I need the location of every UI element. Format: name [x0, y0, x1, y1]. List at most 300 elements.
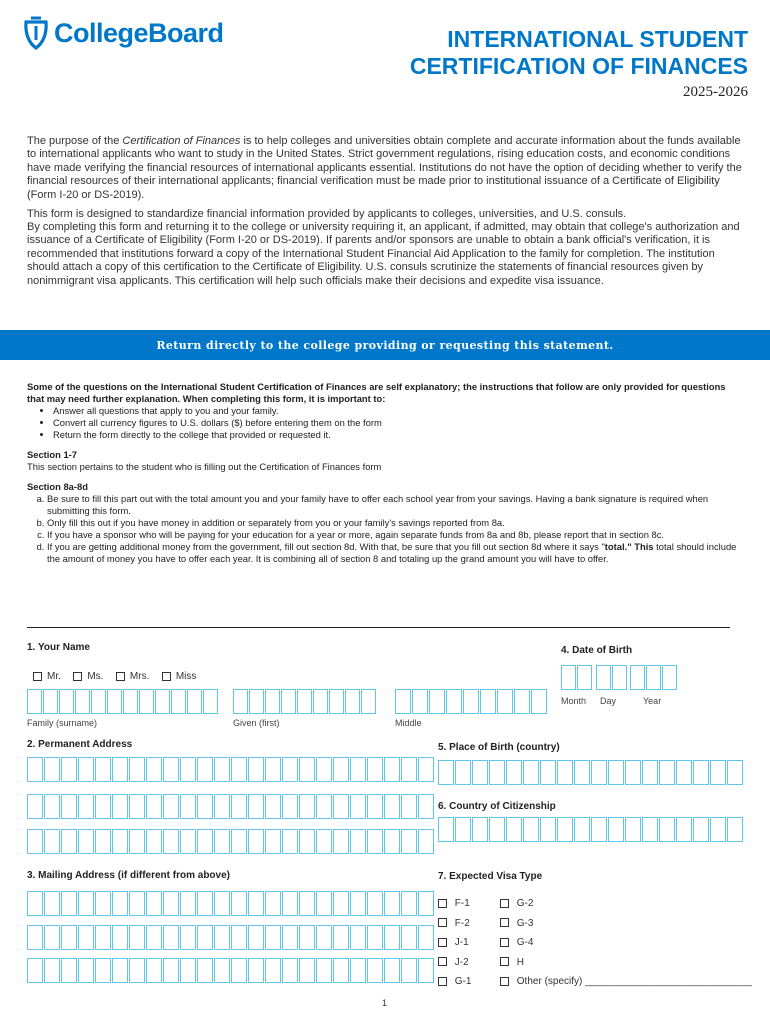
char-box[interactable] — [608, 817, 624, 842]
char-box[interactable] — [297, 689, 312, 714]
char-box[interactable] — [129, 757, 145, 782]
char-box[interactable] — [384, 958, 400, 983]
char-box[interactable] — [333, 794, 349, 819]
char-box[interactable] — [44, 794, 60, 819]
char-box[interactable] — [231, 829, 247, 854]
checkbox-icon — [438, 977, 447, 986]
char-box[interactable] — [265, 891, 281, 916]
char-box[interactable] — [350, 925, 366, 950]
char-box[interactable] — [350, 958, 366, 983]
title-option-ms[interactable]: Ms. — [73, 671, 103, 682]
visa-option[interactable]: J-1 — [438, 933, 471, 953]
char-box[interactable] — [265, 829, 281, 854]
char-box[interactable] — [472, 760, 488, 785]
checkbox-icon — [116, 672, 125, 681]
char-box[interactable] — [95, 757, 111, 782]
char-box[interactable] — [299, 958, 315, 983]
instructions-bullets — [27, 405, 742, 441]
dob-month-field[interactable] — [561, 665, 593, 690]
char-box[interactable] — [350, 829, 366, 854]
char-box[interactable] — [596, 665, 611, 690]
char-box[interactable] — [316, 891, 332, 916]
char-box[interactable] — [676, 760, 692, 785]
char-box[interactable] — [248, 925, 264, 950]
char-box[interactable] — [384, 829, 400, 854]
char-box[interactable] — [455, 760, 471, 785]
char-box[interactable] — [693, 817, 709, 842]
char-box[interactable] — [187, 689, 202, 714]
section-8-title — [27, 481, 742, 493]
char-box[interactable] — [197, 958, 213, 983]
q1-label: 1. Your Name — [27, 642, 90, 653]
dob-year-field[interactable] — [630, 665, 678, 690]
char-box[interactable] — [155, 689, 170, 714]
char-box[interactable] — [367, 794, 383, 819]
char-box[interactable] — [163, 794, 179, 819]
char-box[interactable] — [214, 757, 230, 782]
char-box[interactable] — [43, 689, 58, 714]
char-box[interactable] — [395, 689, 411, 714]
checkbox-icon — [500, 977, 509, 986]
char-box[interactable] — [146, 925, 162, 950]
char-box[interactable] — [329, 689, 344, 714]
q3-label: 3. Mailing Address (if different from above) — [27, 870, 230, 881]
char-box[interactable] — [163, 891, 179, 916]
char-box[interactable] — [27, 794, 43, 819]
char-box[interactable] — [282, 891, 298, 916]
char-box[interactable] — [316, 829, 332, 854]
char-box[interactable] — [249, 689, 264, 714]
char-box[interactable] — [591, 760, 607, 785]
char-box[interactable] — [540, 760, 556, 785]
char-box[interactable] — [95, 794, 111, 819]
char-box[interactable] — [61, 958, 77, 983]
char-box[interactable] — [384, 794, 400, 819]
mailing-address-line-1[interactable] — [27, 891, 435, 916]
char-box[interactable] — [710, 817, 726, 842]
checkbox-icon — [33, 672, 42, 681]
checkbox-icon — [162, 672, 171, 681]
char-box[interactable] — [214, 958, 230, 983]
char-box[interactable] — [472, 817, 488, 842]
char-box[interactable] — [514, 689, 530, 714]
char-box[interactable] — [282, 794, 298, 819]
char-box[interactable] — [418, 891, 434, 916]
char-box[interactable] — [95, 891, 111, 916]
char-box[interactable] — [146, 829, 162, 854]
char-box[interactable] — [112, 757, 128, 782]
char-box[interactable] — [418, 958, 434, 983]
char-box[interactable] — [316, 794, 332, 819]
char-box[interactable] — [112, 925, 128, 950]
checkbox-icon — [500, 957, 509, 966]
char-box[interactable] — [265, 958, 281, 983]
checkbox-icon — [500, 899, 509, 908]
char-box[interactable] — [489, 817, 505, 842]
char-box[interactable] — [282, 958, 298, 983]
instructions-block — [27, 381, 742, 565]
char-box[interactable] — [401, 958, 417, 983]
char-box[interactable] — [123, 689, 138, 714]
dob-day-field[interactable] — [596, 665, 628, 690]
char-box[interactable] — [418, 829, 434, 854]
q6-label: 6. Country of Citizenship — [438, 801, 556, 812]
char-box[interactable] — [163, 757, 179, 782]
collegeboard-logo — [22, 16, 224, 50]
char-box[interactable] — [630, 665, 645, 690]
visa-option[interactable]: G-3 — [500, 914, 752, 934]
mailing-address-line-3[interactable] — [27, 958, 435, 983]
char-box[interactable] — [333, 891, 349, 916]
char-box[interactable] — [591, 817, 607, 842]
char-box[interactable] — [27, 891, 43, 916]
char-box[interactable] — [506, 817, 522, 842]
char-box[interactable] — [78, 891, 94, 916]
char-box[interactable] — [95, 958, 111, 983]
divider — [27, 627, 730, 628]
char-box[interactable] — [577, 665, 592, 690]
char-box[interactable] — [139, 689, 154, 714]
char-box[interactable] — [231, 958, 247, 983]
page-number: 1 — [382, 998, 388, 1008]
permanent-address-line-3[interactable] — [27, 829, 435, 854]
char-box[interactable] — [429, 689, 445, 714]
char-box[interactable] — [612, 665, 627, 690]
char-box[interactable] — [282, 925, 298, 950]
char-box[interactable] — [129, 829, 145, 854]
char-box[interactable] — [180, 958, 196, 983]
char-box[interactable] — [401, 794, 417, 819]
char-box[interactable] — [313, 689, 328, 714]
family-name-field[interactable] — [27, 689, 219, 714]
char-box[interactable] — [361, 689, 376, 714]
char-box[interactable] — [333, 925, 349, 950]
middle-label: Middle — [395, 718, 422, 728]
char-box[interactable] — [401, 757, 417, 782]
char-box[interactable] — [367, 891, 383, 916]
char-box[interactable] — [710, 760, 726, 785]
char-box[interactable] — [180, 794, 196, 819]
section-8-item-c: c. If you have a sponsor who will be paying for your education for a year or more, again separate funds from 8a and 8b, please report that in section 8c. — [47, 529, 742, 541]
char-box[interactable] — [163, 958, 179, 983]
char-box[interactable] — [265, 794, 281, 819]
place-of-birth-field[interactable] — [438, 760, 744, 785]
intro-emphasis: Certification of Finances — [122, 135, 241, 147]
char-box[interactable] — [180, 925, 196, 950]
char-box[interactable] — [659, 817, 675, 842]
char-box[interactable] — [265, 925, 281, 950]
permanent-address-line-1[interactable] — [27, 757, 435, 782]
visa-option[interactable]: H — [500, 953, 752, 973]
char-box[interactable] — [163, 829, 179, 854]
char-box[interactable] — [561, 665, 576, 690]
char-box[interactable] — [384, 925, 400, 950]
month-label: Month — [561, 696, 587, 706]
title-option-mr[interactable]: Mr. — [33, 671, 61, 682]
checkbox-icon — [438, 918, 447, 927]
intro-paragraph-3: By completing this form and returning it to the college or university requiring it, an applicant, if admitted, may obtain that college's authorization and issuance of a Certificate of Eligibility (Form I-20 or DS-2019). If parents and/or sponsors are unable to obtain a bank official's verification, it is recommended that institutions forward a copy of the International Student Financial Aid Application to the family for completion. The institution should attach a copy of this certification to the Certificate of Eligibility. U.S. consuls scrutinize the statements of financial resources given by nonimmigrant visa applicants. This certification will help such officials make their decisions and expedite visa issuance. — [27, 221, 740, 287]
char-box[interactable] — [265, 689, 280, 714]
char-box[interactable] — [129, 891, 145, 916]
visa-option[interactable]: G-2 — [500, 894, 752, 914]
given-label: Given (first) — [233, 718, 280, 728]
char-box[interactable] — [180, 829, 196, 854]
section-title: Section 8a-8d — [27, 481, 88, 492]
char-box[interactable] — [203, 689, 218, 714]
char-box[interactable] — [574, 760, 590, 785]
section-8-item-b: b. Only fill this out if you have money in addition or separately from you or your family's savings reported from 8a. — [47, 517, 742, 529]
char-box[interactable] — [367, 958, 383, 983]
char-box[interactable] — [642, 817, 658, 842]
bullet-item: • Return the form directly to the college that provided or requested it. — [53, 429, 742, 441]
char-box[interactable] — [180, 757, 196, 782]
char-box[interactable] — [384, 891, 400, 916]
char-box[interactable] — [497, 689, 513, 714]
title-options — [33, 666, 196, 684]
visa-option[interactable]: F-2 — [438, 914, 471, 934]
visa-options-left — [438, 894, 471, 992]
char-box[interactable] — [214, 925, 230, 950]
char-box[interactable] — [727, 817, 743, 842]
char-box[interactable] — [418, 794, 434, 819]
char-box[interactable] — [248, 829, 264, 854]
char-box[interactable] — [412, 689, 428, 714]
checkbox-icon — [438, 957, 447, 966]
char-box[interactable] — [44, 891, 60, 916]
char-box[interactable] — [557, 817, 573, 842]
checkbox-icon — [500, 918, 509, 927]
given-name-field[interactable] — [233, 689, 377, 714]
section-8-list — [27, 493, 742, 565]
char-box[interactable] — [129, 794, 145, 819]
char-box[interactable] — [531, 689, 547, 714]
year-label: Year — [643, 696, 662, 706]
char-box[interactable] — [418, 757, 434, 782]
char-box[interactable] — [197, 925, 213, 950]
char-box[interactable] — [438, 817, 454, 842]
char-box[interactable] — [214, 891, 230, 916]
checkbox-icon — [500, 938, 509, 947]
char-box[interactable] — [438, 760, 454, 785]
char-box[interactable] — [44, 829, 60, 854]
char-box[interactable] — [333, 757, 349, 782]
char-box[interactable] — [27, 925, 43, 950]
middle-name-field[interactable] — [395, 689, 548, 714]
char-box[interactable] — [646, 665, 661, 690]
char-box[interactable] — [78, 794, 94, 819]
char-box[interactable] — [248, 891, 264, 916]
char-box[interactable] — [197, 757, 213, 782]
char-box[interactable] — [281, 689, 296, 714]
char-box[interactable] — [333, 829, 349, 854]
char-box[interactable] — [95, 925, 111, 950]
section-1-7-text: This section pertains to the student who is filling out the Certification of Finances form — [27, 461, 382, 472]
char-box[interactable] — [61, 891, 77, 916]
char-box[interactable] — [727, 760, 743, 785]
char-box[interactable] — [112, 794, 128, 819]
item-text: If you are getting additional money from the government, fill out section 8d. With that, be sure that you fill out section 8d where it says " — [47, 541, 605, 552]
char-box[interactable] — [489, 760, 505, 785]
char-box[interactable] — [214, 794, 230, 819]
char-box[interactable] — [61, 794, 77, 819]
char-box[interactable] — [146, 958, 162, 983]
char-box[interactable] — [557, 760, 573, 785]
char-box[interactable] — [78, 925, 94, 950]
day-label: Day — [600, 696, 617, 706]
char-box[interactable] — [171, 689, 186, 714]
char-box[interactable] — [350, 891, 366, 916]
char-box[interactable] — [27, 757, 43, 782]
char-box[interactable] — [248, 958, 264, 983]
char-box[interactable] — [27, 689, 42, 714]
char-box[interactable] — [231, 757, 247, 782]
bullet-item: • Convert all currency figures to U.S. dollars ($) before entering them on the form — [53, 417, 742, 429]
char-box[interactable] — [231, 925, 247, 950]
char-box[interactable] — [608, 760, 624, 785]
char-box[interactable] — [299, 925, 315, 950]
visa-option-other[interactable]: Other (specify) ______________________________ — [500, 972, 752, 992]
visa-option[interactable]: G-1 — [438, 972, 471, 992]
char-box[interactable] — [506, 760, 522, 785]
char-box[interactable] — [129, 925, 145, 950]
q7-label: 7. Expected Visa Type — [438, 871, 543, 882]
char-box[interactable] — [231, 794, 247, 819]
char-box[interactable] — [299, 757, 315, 782]
char-box[interactable] — [333, 958, 349, 983]
char-box[interactable] — [446, 689, 462, 714]
char-box[interactable] — [248, 757, 264, 782]
citizenship-field[interactable] — [438, 817, 744, 842]
char-box[interactable] — [282, 829, 298, 854]
char-box[interactable] — [574, 817, 590, 842]
char-box[interactable] — [129, 958, 145, 983]
char-box[interactable] — [265, 757, 281, 782]
char-box[interactable] — [540, 817, 556, 842]
char-box[interactable] — [44, 925, 60, 950]
instructions-lead — [27, 381, 742, 405]
char-box[interactable] — [625, 760, 641, 785]
char-box[interactable] — [299, 891, 315, 916]
char-box[interactable] — [659, 760, 675, 785]
title-line-1: INTERNATIONAL STUDENT — [447, 26, 748, 52]
char-box[interactable] — [248, 794, 264, 819]
visa-option[interactable]: F-1 — [438, 894, 471, 914]
char-box[interactable] — [463, 689, 479, 714]
char-box[interactable] — [231, 891, 247, 916]
char-box[interactable] — [642, 760, 658, 785]
char-box[interactable] — [146, 891, 162, 916]
char-box[interactable] — [112, 958, 128, 983]
section-title: Section 1-7 — [27, 449, 78, 460]
char-box[interactable] — [44, 757, 60, 782]
char-box[interactable] — [384, 757, 400, 782]
char-box[interactable] — [367, 925, 383, 950]
char-box[interactable] — [367, 829, 383, 854]
char-box[interactable] — [345, 689, 360, 714]
bullet-item: • Answer all questions that apply to you and your family. — [53, 405, 742, 417]
intro-paragraph-1 — [27, 135, 747, 202]
char-box[interactable] — [480, 689, 496, 714]
char-box[interactable] — [146, 794, 162, 819]
char-box[interactable] — [75, 689, 90, 714]
char-box[interactable] — [455, 817, 471, 842]
char-box[interactable] — [163, 925, 179, 950]
permanent-address-line-2[interactable] — [27, 794, 435, 819]
intro-paragraph-2: This form is designed to standardize financial information provided by applicants to colleges, universities, and U.S. consuls. — [27, 208, 627, 220]
char-box[interactable] — [282, 757, 298, 782]
char-box[interactable] — [418, 925, 434, 950]
char-box[interactable] — [299, 794, 315, 819]
char-box[interactable] — [523, 760, 539, 785]
char-box[interactable] — [78, 958, 94, 983]
checkbox-icon — [438, 899, 447, 908]
char-box[interactable] — [78, 829, 94, 854]
char-box[interactable] — [693, 760, 709, 785]
char-box[interactable] — [316, 925, 332, 950]
char-box[interactable] — [299, 829, 315, 854]
acorn-icon — [22, 16, 50, 50]
item-text: total should include the amount of money you have to offer each year. It is combining all of section 8 and totaling up the grand amount you will have to offer. — [47, 541, 737, 564]
char-box[interactable] — [91, 689, 106, 714]
char-box[interactable] — [214, 829, 230, 854]
char-box[interactable] — [44, 958, 60, 983]
char-box[interactable] — [350, 794, 366, 819]
char-box[interactable] — [401, 891, 417, 916]
section-8-item-d — [47, 541, 742, 565]
char-box[interactable] — [61, 925, 77, 950]
title-option-mrs[interactable]: Mrs. — [116, 671, 149, 682]
char-box[interactable] — [27, 958, 43, 983]
checkbox-icon — [73, 672, 82, 681]
char-box[interactable] — [197, 891, 213, 916]
char-box[interactable] — [146, 757, 162, 782]
char-box[interactable] — [59, 689, 74, 714]
char-box[interactable] — [523, 817, 539, 842]
title-line-2: CERTIFICATION OF FINANCES — [409, 53, 748, 79]
char-box[interactable] — [61, 829, 77, 854]
form-year: 2025-2026 — [683, 84, 748, 100]
char-box[interactable] — [367, 757, 383, 782]
char-box[interactable] — [27, 829, 43, 854]
char-box[interactable] — [316, 958, 332, 983]
char-box[interactable] — [112, 829, 128, 854]
char-box[interactable] — [662, 665, 677, 690]
char-box[interactable] — [676, 817, 692, 842]
intro-text: is to help colleges and universities obtain complete and accurate information about the funds available to international applicants who want to study in the United States. Strict government regulations, rising education costs, and economic conditions have made verifying the financial resources of international applicants essential. Institutions do not have the option of deciding whether to verify the financial resources of their international applicants; financial verification must be made prior to institutional issuance of a Certificate of Eligibility (Form I-20 or DS-2019). — [27, 135, 742, 201]
title-option-miss[interactable]: Miss — [162, 671, 197, 682]
visa-option[interactable]: J-2 — [438, 953, 471, 973]
char-box[interactable] — [233, 689, 248, 714]
char-box[interactable] — [197, 794, 213, 819]
char-box[interactable] — [180, 891, 196, 916]
char-box[interactable] — [78, 757, 94, 782]
char-box[interactable] — [112, 891, 128, 916]
visa-option[interactable]: G-4 — [500, 933, 752, 953]
char-box[interactable] — [197, 829, 213, 854]
char-box[interactable] — [316, 757, 332, 782]
char-box[interactable] — [401, 829, 417, 854]
char-box[interactable] — [350, 757, 366, 782]
char-box[interactable] — [107, 689, 122, 714]
checkbox-icon — [438, 938, 447, 947]
section-8-item-a: a. Be sure to fill this part out with the total amount you and your family have to offer each school year from your savings. Having a bank signature is required when submitting this form. — [47, 493, 742, 517]
char-box[interactable] — [61, 757, 77, 782]
char-box[interactable] — [625, 817, 641, 842]
family-label: Family (surname) — [27, 718, 98, 728]
char-box[interactable] — [401, 925, 417, 950]
mailing-address-line-2[interactable] — [27, 925, 435, 950]
char-box[interactable] — [95, 829, 111, 854]
